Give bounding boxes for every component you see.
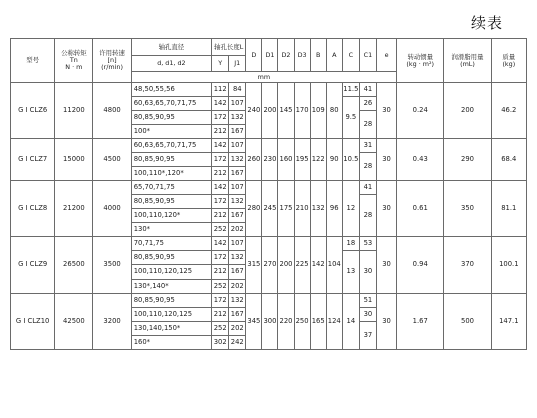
dim-d-cell: 280 — [246, 181, 262, 237]
header-d: D — [246, 39, 262, 72]
dim-c1-cell: 51 — [359, 294, 376, 308]
dim-d3-cell: 210 — [294, 181, 310, 237]
speed-cell: 4000 — [93, 181, 131, 237]
header-c1: C1 — [359, 39, 376, 72]
bore-diameter-cell: 65,70,71,75 — [131, 181, 211, 195]
header-e: e — [376, 39, 396, 72]
header-grease: 润滑脂用量 (mL) — [444, 39, 491, 83]
torque-cell: 15000 — [55, 139, 93, 181]
grease-cell: 370 — [444, 237, 491, 294]
model-cell: G I CLZ8 — [11, 181, 55, 237]
bore-diameter-cell: 80,85,90,95 — [131, 294, 211, 308]
length-y-cell: 212 — [212, 209, 229, 223]
bore-diameter-cell: 130,140,150* — [131, 322, 211, 336]
bore-diameter-cell: 100,110,120* — [131, 209, 211, 223]
length-j1-cell: 167 — [229, 308, 246, 322]
header-d3: D3 — [294, 39, 310, 72]
length-y-cell: 142 — [212, 139, 229, 153]
length-j1-cell: 132 — [229, 153, 246, 167]
table-row — [11, 237, 527, 251]
dim-e-cell: 30 — [376, 181, 396, 237]
length-y-cell: 172 — [212, 111, 229, 125]
length-j1-cell: 107 — [229, 97, 246, 111]
bore-diameter-cell: 80,85,90,95 — [131, 195, 211, 209]
length-j1-cell: 202 — [229, 223, 246, 237]
length-j1-cell: 167 — [229, 265, 246, 280]
length-j1-cell: 167 — [229, 167, 246, 181]
mass-cell: 100.1 — [491, 237, 526, 294]
dim-c-cell: 12 — [342, 181, 359, 237]
bore-diameter-cell: 100,110,120,125 — [131, 265, 211, 280]
model-cell: G I CLZ9 — [11, 237, 55, 294]
dim-b-cell: 142 — [310, 237, 326, 294]
mass-cell: 147.1 — [491, 294, 526, 350]
dim-a-cell: 96 — [326, 181, 342, 237]
dim-b-cell: 132 — [310, 181, 326, 237]
header-model: 型号 — [11, 39, 55, 83]
torque-cell: 42500 — [55, 294, 93, 350]
dim-c1-cell: 30 — [359, 308, 376, 322]
length-y-cell: 172 — [212, 195, 229, 209]
length-y-cell: 172 — [212, 294, 229, 308]
torque-cell: 26500 — [55, 237, 93, 294]
torque-cell: 11200 — [55, 83, 93, 139]
mass-cell: 46.2 — [491, 83, 526, 139]
dim-d-cell: 240 — [246, 83, 262, 139]
speed-cell: 4500 — [93, 139, 131, 181]
length-j1-cell: 202 — [229, 280, 246, 294]
dim-d1-cell: 230 — [262, 139, 278, 181]
length-y-cell: 142 — [212, 181, 229, 195]
dim-d1-cell: 245 — [262, 181, 278, 237]
speed-cell: 3500 — [93, 237, 131, 294]
bore-diameter-cell: 60,63,65,70,71,75 — [131, 139, 211, 153]
length-y-cell: 172 — [212, 251, 229, 265]
dim-c1-cell: 41 — [359, 83, 376, 97]
bore-diameter-cell: 160* — [131, 336, 211, 350]
table-row — [11, 83, 527, 97]
dim-c-cell: 14 — [342, 294, 359, 350]
length-y-cell: 302 — [212, 336, 229, 350]
inertia-cell: 0.61 — [397, 181, 444, 237]
bore-diameter-cell: 80,85,90,95 — [131, 251, 211, 265]
header-speed: 许用转速 [n] (r/min) — [93, 39, 131, 83]
length-y-cell: 212 — [212, 265, 229, 280]
dim-c1-cell: 28 — [359, 111, 376, 139]
dim-c1-cell: 41 — [359, 181, 376, 195]
dim-d3-cell: 225 — [294, 237, 310, 294]
dim-d-cell: 345 — [246, 294, 262, 350]
header-b: B — [310, 39, 326, 72]
dim-d3-cell: 170 — [294, 83, 310, 139]
bore-diameter-cell: 100,110,120,125 — [131, 308, 211, 322]
dim-d-cell: 260 — [246, 139, 262, 181]
speed-cell: 3200 — [93, 294, 131, 350]
model-cell: G I CLZ7 — [11, 139, 55, 181]
grease-cell: 350 — [444, 181, 491, 237]
table-row — [11, 181, 527, 195]
inertia-cell: 1.67 — [397, 294, 444, 350]
dim-c-cell: 18 — [342, 237, 359, 251]
bore-diameter-cell: 70,71,75 — [131, 237, 211, 251]
dim-c-cell: 11.5 — [342, 83, 359, 97]
dim-d2-cell: 220 — [278, 294, 294, 350]
dim-c1-cell: 37 — [359, 322, 376, 350]
model-cell: G I CLZ10 — [11, 294, 55, 350]
header-d1: D1 — [262, 39, 278, 72]
dim-c1-cell: 31 — [359, 139, 376, 153]
coupling-spec-table — [10, 38, 527, 350]
dim-e-cell: 30 — [376, 237, 396, 294]
header-bore-diameter: 轴孔直径 — [131, 39, 211, 56]
dim-a-cell: 124 — [326, 294, 342, 350]
length-y-cell: 252 — [212, 280, 229, 294]
inertia-cell: 0.94 — [397, 237, 444, 294]
header-mm-unit: mm — [131, 72, 396, 83]
dim-b-cell: 109 — [310, 83, 326, 139]
dim-d1-cell: 300 — [262, 294, 278, 350]
length-y-cell: 142 — [212, 237, 229, 251]
grease-cell: 500 — [444, 294, 491, 350]
length-j1-cell: 132 — [229, 195, 246, 209]
bore-diameter-cell: 100* — [131, 125, 211, 139]
dim-d-cell: 315 — [246, 237, 262, 294]
torque-cell: 21200 — [55, 181, 93, 237]
bore-diameter-cell: 130* — [131, 223, 211, 237]
bore-diameter-cell: 130*,140* — [131, 280, 211, 294]
dim-d3-cell: 250 — [294, 294, 310, 350]
header-length-j1: J1 — [229, 56, 246, 72]
dim-c1-cell: 28 — [359, 195, 376, 237]
model-cell: G I CLZ6 — [11, 83, 55, 139]
speed-cell: 4800 — [93, 83, 131, 139]
inertia-cell: 0.24 — [397, 83, 444, 139]
dim-c1-cell: 53 — [359, 237, 376, 251]
grease-cell: 290 — [444, 139, 491, 181]
length-y-cell: 112 — [212, 83, 229, 97]
bore-diameter-cell: 48,50,55,56 — [131, 83, 211, 97]
dim-d2-cell: 160 — [278, 139, 294, 181]
bore-diameter-cell: 100,110*,120* — [131, 167, 211, 181]
length-y-cell: 172 — [212, 153, 229, 167]
dim-a-cell: 90 — [326, 139, 342, 181]
dim-c1-cell: 26 — [359, 97, 376, 111]
dim-e-cell: 30 — [376, 294, 396, 350]
table-row — [11, 294, 527, 308]
inertia-cell: 0.43 — [397, 139, 444, 181]
dim-d2-cell: 200 — [278, 237, 294, 294]
dim-d2-cell: 175 — [278, 181, 294, 237]
dim-c-cell: 13 — [342, 251, 359, 294]
header-c: C — [342, 39, 359, 72]
dim-d1-cell: 200 — [262, 83, 278, 139]
header-length-y: Y — [212, 56, 229, 72]
length-j1-cell: 107 — [229, 181, 246, 195]
continued-label: 续表 — [470, 14, 503, 32]
bore-diameter-cell: 80,85,90,95 — [131, 111, 211, 125]
length-y-cell: 212 — [212, 167, 229, 181]
length-j1-cell: 84 — [229, 83, 246, 97]
header-mass: 质量 (kg) — [491, 39, 526, 83]
dim-a-cell: 80 — [326, 83, 342, 139]
dim-c1-cell: 28 — [359, 153, 376, 181]
header-torque: 公称转矩 Tn N · m — [55, 39, 93, 83]
bore-diameter-cell: 80,85,90,95 — [131, 153, 211, 167]
dim-b-cell: 122 — [310, 139, 326, 181]
header-bore-symbol: d, d1, d2 — [131, 56, 211, 72]
mass-cell: 81.1 — [491, 181, 526, 237]
length-j1-cell: 107 — [229, 237, 246, 251]
header-inertia: 转动惯量 (kg · m²) — [397, 39, 444, 83]
length-y-cell: 212 — [212, 125, 229, 139]
table-row — [11, 139, 527, 153]
dim-c-cell: 9.5 — [342, 97, 359, 139]
length-j1-cell: 167 — [229, 209, 246, 223]
length-j1-cell: 107 — [229, 139, 246, 153]
bore-diameter-cell: 60,63,65,70,71,75 — [131, 97, 211, 111]
header-a: A — [326, 39, 342, 72]
length-y-cell: 142 — [212, 97, 229, 111]
length-y-cell: 252 — [212, 223, 229, 237]
length-j1-cell: 132 — [229, 294, 246, 308]
dim-c-cell: 10.5 — [342, 139, 359, 181]
header-bore-length: 轴孔长度L — [212, 39, 246, 56]
dim-e-cell: 30 — [376, 83, 396, 139]
mass-cell: 68.4 — [491, 139, 526, 181]
length-j1-cell: 132 — [229, 111, 246, 125]
dim-d2-cell: 145 — [278, 83, 294, 139]
grease-cell: 200 — [444, 83, 491, 139]
dim-a-cell: 104 — [326, 237, 342, 294]
length-y-cell: 252 — [212, 322, 229, 336]
dim-d1-cell: 270 — [262, 237, 278, 294]
dim-c1-cell: 30 — [359, 251, 376, 294]
length-j1-cell: 132 — [229, 251, 246, 265]
header-d2: D2 — [278, 39, 294, 72]
dim-e-cell: 30 — [376, 139, 396, 181]
length-j1-cell: 202 — [229, 322, 246, 336]
length-j1-cell: 242 — [229, 336, 246, 350]
dim-b-cell: 165 — [310, 294, 326, 350]
length-y-cell: 212 — [212, 308, 229, 322]
dim-d3-cell: 195 — [294, 139, 310, 181]
length-j1-cell: 167 — [229, 125, 246, 139]
